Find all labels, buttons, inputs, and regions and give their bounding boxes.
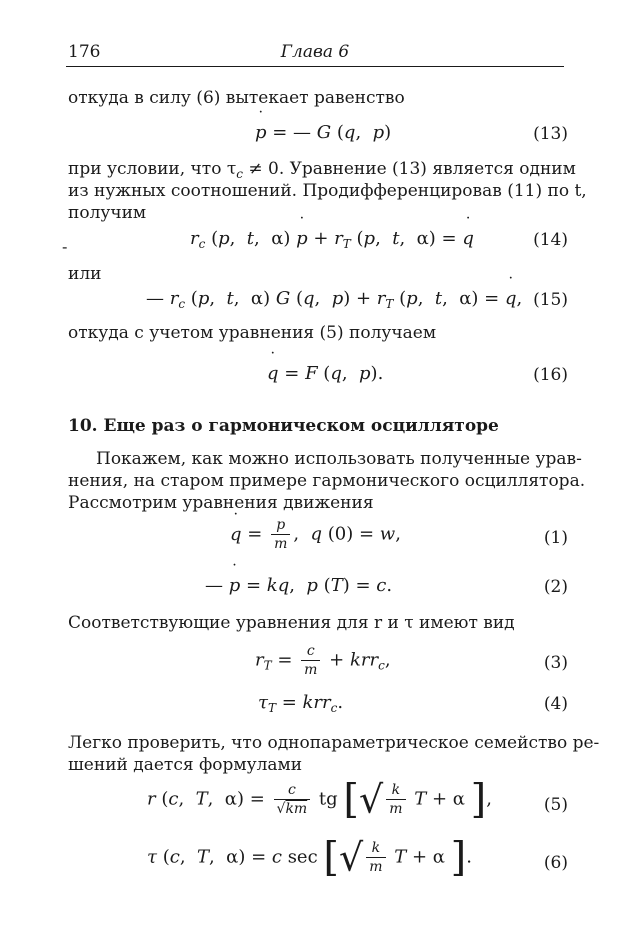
text-line: откуда в силу (6) вытекает равенство <box>68 88 405 108</box>
equation-number: (5) <box>543 795 568 815</box>
page-number: 176 <box>68 42 101 62</box>
running-header <box>68 40 562 64</box>
equation-13: ˙ p = — G (q, p) <box>255 122 391 143</box>
equation-15: — $r_c$ (p, t, α) G (q, $p) + r_T$ (p, t, α) = ˙ q, <box>146 288 522 311</box>
text-line: Легко проверить, что однопараметрическое семейство ре- <box>68 733 600 753</box>
section-heading: 10. Еще раз о гармоническом осцилляторе <box>68 416 499 436</box>
equation-2: — ˙ p = kq, p (T) = c. <box>205 575 392 596</box>
text-line: из нужных соотношений. Продифференцировав (11) по t, <box>68 181 587 201</box>
equation-number: (1) <box>543 528 568 548</box>
equation-number: (4) <box>543 694 568 714</box>
equation-number: (14) <box>533 230 568 250</box>
equation-number: (3) <box>543 653 568 673</box>
text-line: откуда с учетом уравнения (5) получаем <box>68 323 437 343</box>
text-line: Покажем, как можно использовать полученные урав- <box>96 449 582 469</box>
equation-number: (15) <box>533 290 568 310</box>
equation-number: (13) <box>533 124 568 144</box>
equation-4: $\tau_T = krr_c$. <box>258 692 344 715</box>
header-rule <box>66 66 564 67</box>
equation-3: $r_T$ = $\frac{c}{m}$ + krr$_c$, <box>255 643 391 678</box>
text-line: Соответствующие уравнения для r и τ имеют вид <box>68 613 515 633</box>
equation-16: ˙ q = F (q, p). <box>267 363 383 384</box>
margin-mark: - <box>62 237 68 256</box>
equation-5: r (c, T, α) = $\frac{c}{√km}$ tg [√ $\frac{k}{m}$ T + α ], <box>147 776 493 823</box>
equation-number: (2) <box>543 577 568 597</box>
equation-14: $r_c$ (p, t, α) ˙ $p + r_T$ (p, t, α) = ˙ q <box>190 228 474 251</box>
text-line: шений дается формулами <box>68 755 303 775</box>
text-line: нения, на старом примере гармонического осциллятора. <box>68 471 586 491</box>
equation-number: (16) <box>533 365 568 385</box>
text-line: Рассмотрим уравнения движения <box>68 493 374 513</box>
text-line: при условии, что $\tau_c \ne 0$. Уравнение (13) является одним <box>68 159 576 181</box>
text-line: или <box>68 264 102 284</box>
chapter-title: Глава 6 <box>280 42 350 62</box>
equation-number: (6) <box>543 853 568 873</box>
equation-1: ˙ q = $\frac{p}{m}$ , q (0) = w, <box>230 517 401 552</box>
text-line: получим <box>68 203 147 223</box>
equation-6: τ (c, T, α) = c sec [√ $\frac{k}{m}$ T + α ]. <box>147 834 472 881</box>
